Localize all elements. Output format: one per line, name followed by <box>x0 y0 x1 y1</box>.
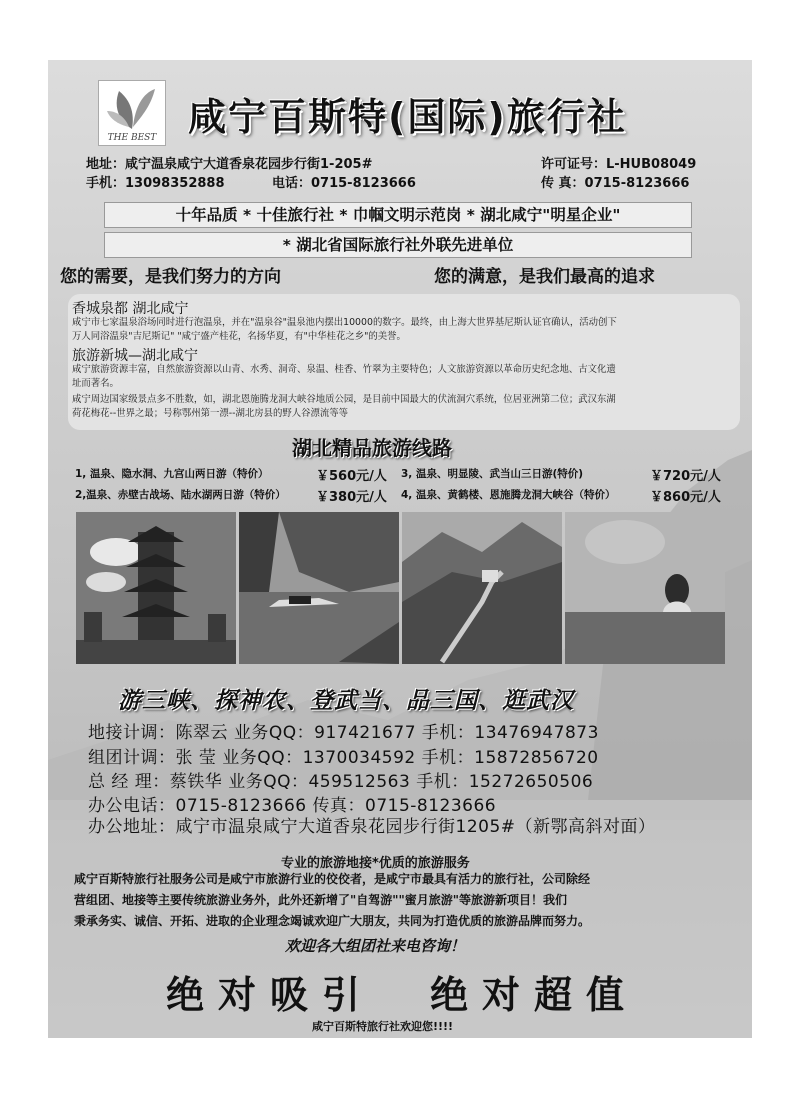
slogan-big-right: 绝对超值 <box>430 972 639 1017</box>
route-price-2: ￥380元/人 <box>316 490 387 505</box>
brochure-sheet <box>48 60 752 1038</box>
mountain-wall-photo-icon <box>402 512 562 664</box>
footer-welcome: 咸宁百斯特旅行社欢迎您!!!! <box>312 1020 454 1033</box>
company-title: 咸宁百斯特(国际)旅行社 <box>188 95 627 139</box>
intro-heading-1: 香城泉都 湖北咸宁 <box>72 301 189 317</box>
honors-band-2: * 湖北省国际旅行社外联先进单位 <box>104 232 692 258</box>
contact-row-5: 办公地址：咸宁市温泉咸宁大道香泉花园步行街1205#（新鄂高斜对面） <box>88 817 656 837</box>
photo-mountain-wall <box>402 512 562 664</box>
intro-text-1a: 咸宁市七家温泉浴场同时进行泡温泉，并在"温泉谷"温泉池内摆出10000的数字。最终，由上海大世界基尼斯认证官确认，活动创下 <box>72 317 617 328</box>
route-price-1: ￥560元/人 <box>316 469 387 484</box>
tour-banner: 游三峡、探神农、登武当、品三国、逛武汉 <box>118 688 574 714</box>
photo-river <box>239 512 399 664</box>
route-item-3: 3, 温泉、明显陵、武当山三日游(特价) <box>401 468 584 480</box>
slogan-right: 您的满意，是我们最高的追求 <box>434 267 655 287</box>
intro-text-2b: 址而著名。 <box>72 378 119 389</box>
intro-text-3b: 荷花梅花--世界之最；号称鄂州第一漂--湖北房县的野人谷漂流等等 <box>72 408 349 419</box>
photo-hot-spring <box>565 512 725 664</box>
routes-title: 湖北精品旅游线路 <box>292 436 452 460</box>
route-item-4: 4, 温泉、黄鹤楼、恩施腾龙洞大峡谷（特价） <box>401 489 616 501</box>
company-logo <box>98 80 166 146</box>
contact-row-3: 总 经 理：蔡铁华 业务QQ：459512563 手机：15272650506 <box>88 772 594 792</box>
route-item-1: 1, 温泉、隐水洞、九宫山两日游（特价） <box>75 468 269 480</box>
intro-box <box>68 294 740 430</box>
route-price-4: ￥860元/人 <box>650 490 721 505</box>
route-price-3: ￥720元/人 <box>650 469 721 484</box>
honors-band-1: 十年品质 * 十佳旅行社 * 巾帼文明示范岗 * 湖北咸宁"明星企业" <box>104 202 692 228</box>
route-item-2: 2,温泉、赤壁古战场、陆水湖两日游（特价） <box>75 489 286 501</box>
intro-text-1b: 万人同浴温泉"吉尼斯记" "咸宁盛产桂花，名扬华夏，有"中华桂花之乡"的美誉。 <box>72 331 406 342</box>
license-text: 许可证号：L-HUB08049 <box>541 157 697 172</box>
hot-spring-photo-icon <box>565 512 725 664</box>
slogan-big-left: 绝对吸引 <box>166 972 375 1017</box>
logo-text: THE BEST <box>107 133 157 143</box>
river-boat-photo-icon <box>239 512 399 664</box>
phone-text: 电话：0715-8123666 <box>272 176 416 191</box>
intro-heading-2: 旅游新城—湖北咸宁 <box>72 348 198 364</box>
service-heading: 专业的旅游地接*优质的旅游服务 <box>281 856 470 871</box>
slogan-left: 您的需要，是我们努力的方向 <box>60 267 281 287</box>
leaf-logo-icon <box>99 81 165 133</box>
welcome-text: 欢迎各大组团社来电咨询！ <box>285 937 466 955</box>
service-text-3: 秉承务实、诚信、开拓、进取的企业理念竭诚欢迎广大朋友，共同为打造优质的旅游品牌而努力。 <box>74 914 591 928</box>
service-text-1: 咸宁百斯特旅行社服务公司是咸宁市旅游行业的佼佼者，是咸宁市最具有活力的旅行社，公司除经 <box>74 872 591 886</box>
tower-photo-icon <box>76 512 236 664</box>
address-text: 地址：咸宁温泉咸宁大道香泉花园步行街1-205# <box>86 157 373 172</box>
contact-row-2: 组团计调：张 莹 业务QQ：1370034592 手机：15872856720 <box>88 748 599 768</box>
intro-text-2a: 咸宁旅游资源丰富，自然旅游资源以山青、水秀、洞奇、泉温、桂香、竹翠为主要特色；人文旅游资源以革命历史纪念地、古文化遗 <box>72 364 616 375</box>
service-text-2: 营组团、地接等主要传统旅游业务外，此外还新增了"自驾游""蜜月旅游"等旅游新项目！我们 <box>74 893 568 907</box>
intro-text-3a: 咸宁周边国家级景点多不胜数，如，湖北恩施腾龙洞大峡谷地质公园，是目前中国最大的伏流洞穴系统，位居亚洲第二位；武汉东湖 <box>72 394 616 405</box>
fax-text: 传 真：0715-8123666 <box>541 176 690 191</box>
contact-row-4: 办公电话：0715-8123666 传真：0715-8123666 <box>88 796 497 816</box>
contact-row-1: 地接计调：陈翠云 业务QQ：917421677 手机：13476947873 <box>88 723 599 743</box>
photo-tower <box>76 512 236 664</box>
mobile-text: 手机：13098352888 <box>86 176 225 191</box>
